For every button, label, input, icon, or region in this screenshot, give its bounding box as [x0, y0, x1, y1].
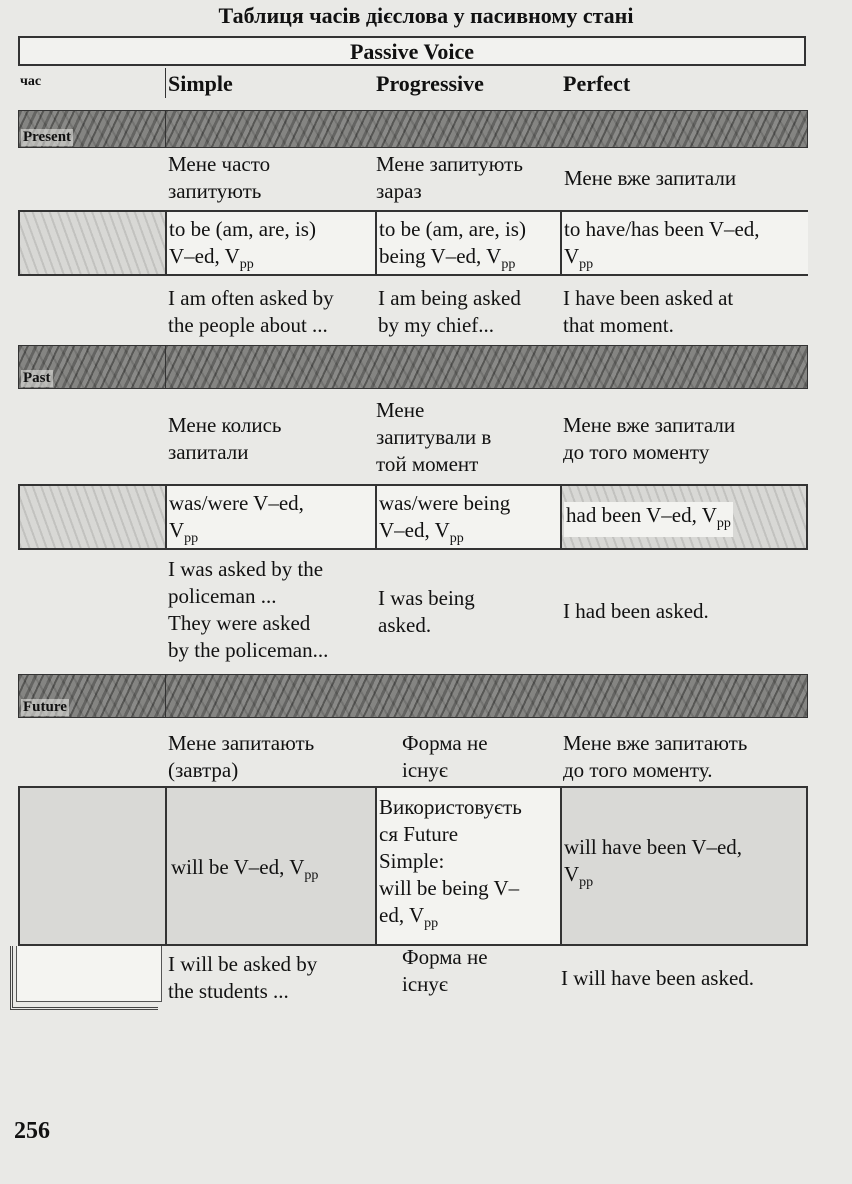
present-form-simple: to be (am, are, is) V–ed, $V_{pp}$	[169, 217, 316, 272]
future-ua-progressive: Форма не існує	[402, 731, 488, 782]
section-band-past	[18, 345, 808, 389]
header-divider	[165, 68, 166, 98]
present-ua-perfect: Мене вже запитали	[564, 166, 737, 190]
past-example-simple: I was asked by the policeman ... They were asked by the policeman...	[168, 557, 329, 662]
past-form-progressive: was/were being V–ed, $V_{pp}$	[379, 491, 511, 546]
header-perfect: Perfect	[563, 71, 631, 96]
section-label-present: Present	[23, 129, 72, 145]
section-label-future: Future	[23, 699, 67, 715]
future-ua-perfect: Мене вже запитають до того моменту.	[563, 731, 748, 782]
header-tense-label: час	[20, 74, 42, 89]
section-band-present	[18, 110, 808, 148]
present-example-simple: I am often asked by the people about ...	[168, 286, 334, 337]
past-form-row	[18, 484, 808, 550]
page-number: 256	[14, 1118, 50, 1144]
past-example-progressive: I was being asked.	[378, 586, 475, 637]
section-label-past: Past	[23, 370, 51, 386]
future-form-row	[18, 786, 808, 946]
header-simple: Simple	[168, 71, 233, 96]
future-example-perfect: I will have been asked.	[561, 966, 755, 990]
future-form-progressive: Використовуєть ся Future Simple: will be being V– ed, $V_{pp}$	[379, 795, 522, 931]
present-form-progressive: to be (am, are, is) being V–ed, $V_{pp}$	[379, 217, 526, 272]
section-band-future	[18, 674, 808, 718]
present-ua-progressive: Мене запитують зараз	[376, 152, 523, 203]
future-form-perfect: will have been V–ed, $V_{pp}$	[564, 835, 743, 890]
table-corner-box	[16, 946, 162, 1002]
future-form-simple: will be V–ed, $V_{pp}$	[171, 855, 319, 883]
table-banner-passive-voice: Passive Voice	[18, 36, 806, 66]
past-form-perfect: had been V–ed, $V_{pp}$	[564, 502, 733, 537]
present-example-progressive: I am being asked by my chief...	[378, 286, 521, 337]
past-example-perfect: I had been asked.	[563, 599, 709, 623]
present-example-perfect: I have been asked at that moment.	[563, 286, 734, 337]
present-form-row	[18, 210, 808, 276]
page-title: Таблиця часів дієслова у пасивному стані	[218, 3, 634, 28]
past-ua-perfect: Мене вже запитали до того моменту	[563, 413, 736, 464]
present-form-perfect: to have/has been V–ed, $V_{pp}$	[564, 217, 760, 272]
past-ua-progressive: Мене запитували в той момент	[376, 398, 492, 476]
past-ua-simple: Мене колись запитали	[168, 413, 282, 464]
header-progressive: Progressive	[376, 71, 484, 96]
past-form-simple: was/were V–ed, $V_{pp}$	[169, 491, 304, 546]
future-ua-simple: Мене запитають (завтра)	[168, 731, 315, 782]
present-ua-simple: Мене часто запитують	[168, 152, 271, 203]
future-example-progressive: Форма не існує	[402, 945, 488, 996]
future-example-simple: I will be asked by the students ...	[168, 952, 318, 1003]
